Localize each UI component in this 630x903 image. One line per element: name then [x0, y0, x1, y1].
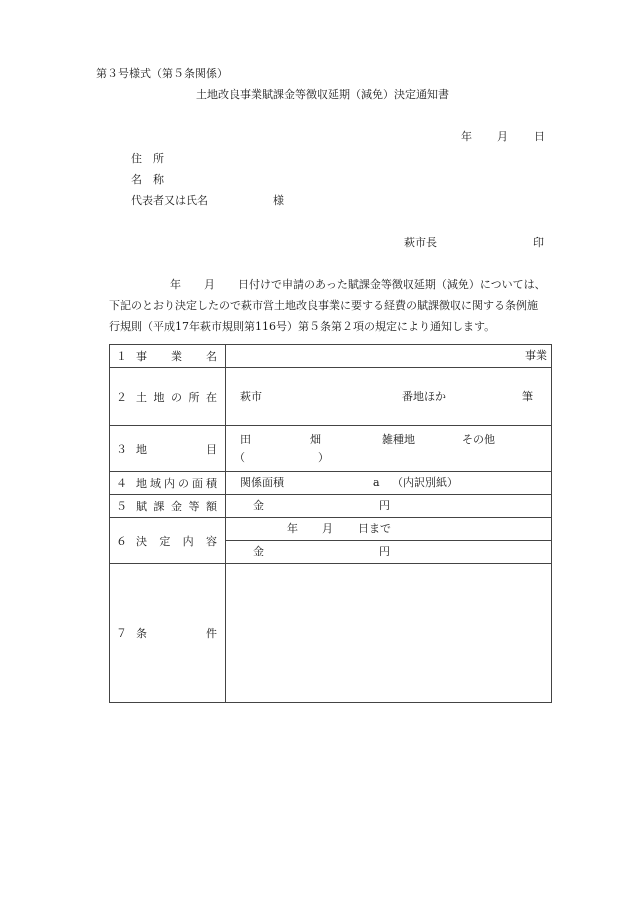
body-year: 年	[170, 278, 181, 291]
body-line2: 下記のとおり決定したので萩市営土地改良事業に要する経費の賦課徴収に関する条例施	[109, 299, 538, 312]
table-row	[110, 472, 552, 495]
decision-until: 日まで	[358, 522, 391, 535]
document-title: 土地改良事業賦課金等徴収延期（減免）決定通知書	[196, 88, 449, 101]
location-hitsu: 筆	[522, 390, 533, 403]
details-table	[109, 344, 552, 703]
land-misc: 雑種地	[382, 433, 415, 446]
decision-year: 年	[287, 522, 298, 535]
row-label: ６ 決 定 内 容	[110, 518, 226, 564]
table-row	[110, 518, 552, 541]
representative-label: 代表者又は氏名	[131, 194, 208, 207]
decision-yen: 円	[379, 545, 390, 558]
honorific: 様	[273, 194, 284, 207]
row-label: ５ 賦 課 金 等 額	[110, 495, 226, 518]
row-label: １ 事 業 名	[110, 345, 226, 368]
project-suffix: 事業	[525, 349, 547, 362]
date-day: 日	[534, 130, 545, 143]
land-paddy: 田	[240, 433, 251, 446]
decision-amount-cell[interactable]	[226, 541, 552, 564]
table-row	[110, 345, 552, 368]
table-row	[110, 564, 552, 703]
decision-kin: 金	[253, 545, 264, 558]
levy-yen: 円	[379, 499, 390, 512]
paren-close: ）	[318, 451, 329, 464]
row-label: ７ 条 件	[110, 564, 226, 703]
location-banchi: 番地ほか	[402, 390, 446, 403]
body-line3: 行規則（平成17年萩市規則第116号）第５条第２項の規定により通知します。	[109, 320, 496, 333]
issuer-title: 萩市長	[404, 236, 437, 249]
date-month: 月	[497, 130, 508, 143]
levy-amount-cell[interactable]	[226, 495, 552, 518]
table-row	[110, 495, 552, 518]
form-number: 第３号様式（第５条関係）	[96, 67, 228, 80]
row-label: ３ 地 目	[110, 426, 226, 472]
body-line1: 日付けで申請のあった賦課金等徴収延期（減免）については、	[238, 278, 546, 291]
land-field: 畑	[310, 433, 321, 446]
location-city: 萩市	[240, 390, 262, 403]
levy-kin: 金	[253, 499, 264, 512]
address-label: 住 所	[131, 152, 164, 165]
land-other: その他	[462, 433, 495, 446]
area-note: （内訳別紙）	[392, 476, 458, 489]
area-unit: a	[373, 476, 380, 489]
row-label: ２ 土 地 の 所 在	[110, 368, 226, 426]
body-month: 月	[204, 278, 215, 291]
area-cell[interactable]	[226, 472, 552, 495]
project-name-cell[interactable]	[226, 345, 552, 368]
row-label: ４ 地 域 内 の 面 積	[110, 472, 226, 495]
conditions-cell[interactable]	[226, 564, 552, 703]
area-label: 関係面積	[240, 476, 284, 489]
land-location-cell[interactable]	[226, 368, 552, 426]
seal-mark: 印	[533, 236, 544, 249]
name-label: 名 称	[131, 173, 164, 186]
table-row	[110, 426, 552, 472]
decision-month: 月	[322, 522, 333, 535]
land-category-cell[interactable]	[226, 426, 552, 472]
table-row	[110, 368, 552, 426]
paren-open: （	[234, 451, 245, 464]
decision-date-cell[interactable]	[226, 518, 552, 541]
date-year: 年	[461, 130, 472, 143]
